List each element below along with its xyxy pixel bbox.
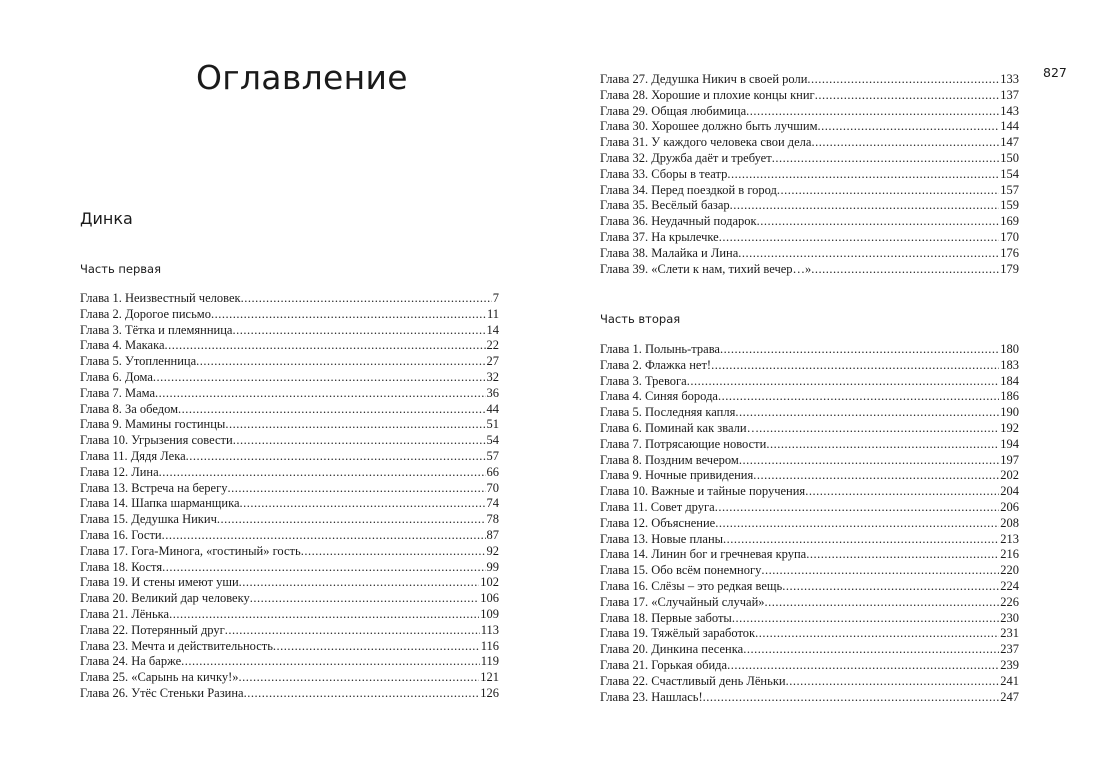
- toc-entry-page: 247: [1000, 689, 1019, 704]
- toc-entry-title: Глава 18. Костя: [80, 559, 163, 574]
- toc-entry-page: 22: [486, 338, 499, 353]
- toc-dot-leader: [165, 338, 486, 354]
- toc-entry-page: 206: [1000, 499, 1019, 514]
- toc-entry-page: 121: [480, 670, 499, 685]
- toc-entry-page: 231: [1000, 626, 1019, 641]
- toc-entry-title: Глава 24. На барже: [80, 654, 182, 669]
- toc-dot-leader: [233, 433, 486, 449]
- toc-entry-title: Глава 9. Ночные привидения: [600, 468, 754, 483]
- toc-dot-leader: [239, 670, 480, 686]
- toc-entry: [80, 386, 499, 402]
- toc-entry: [80, 465, 499, 481]
- toc-entry: [600, 246, 1019, 262]
- toc-entry-page: 27: [486, 354, 499, 369]
- toc-entry: [80, 496, 499, 512]
- toc-entry-page: 216: [1000, 547, 1019, 562]
- toc-dot-leader: [765, 595, 1000, 611]
- toc-entry-page: 70: [486, 480, 499, 495]
- toc-entry-page: 106: [480, 591, 499, 606]
- toc-entry: [600, 198, 1019, 214]
- toc-entry-title: Глава 17. Гога-Минога, «гостиный» гость: [80, 543, 301, 558]
- toc-entry-page: 184: [1000, 373, 1019, 388]
- toc-entry-page: 241: [1000, 673, 1019, 688]
- toc-entry-title: Глава 17. «Случайный случай»: [600, 594, 765, 609]
- toc-entry-title: Глава 6. Дома: [80, 369, 153, 384]
- toc-dot-leader: [239, 575, 480, 591]
- toc-dot-leader: [227, 481, 485, 497]
- toc-entry-page: 36: [486, 385, 499, 400]
- toc-entry: [600, 262, 1019, 278]
- toc-entry-page: 224: [1000, 578, 1019, 593]
- toc-entry-page: 14: [486, 322, 499, 337]
- toc-dot-leader: [715, 516, 999, 532]
- toc-entry: [600, 626, 1019, 642]
- toc-dot-leader: [169, 607, 479, 623]
- toc-entry-title: Глава 19. Тяжёлый заработок: [600, 626, 756, 641]
- toc-entry-title: Глава 1. Полынь-трава: [600, 342, 720, 356]
- toc-dot-leader: [815, 88, 1000, 104]
- toc-entry: [80, 354, 499, 370]
- toc-dot-leader: [759, 421, 999, 437]
- toc-entry-title: Глава 3. Тётка и племянница: [80, 322, 233, 337]
- toc-dot-leader: [217, 512, 486, 528]
- toc-dot-leader: [739, 453, 999, 469]
- toc-entry-title: Глава 11. Совет друга: [600, 499, 715, 514]
- toc-dot-leader: [718, 389, 999, 405]
- toc-dot-leader: [727, 658, 999, 674]
- toc-entry-page: 226: [1000, 594, 1019, 609]
- toc-entry-page: 183: [1000, 357, 1019, 372]
- toc-entry-title: Глава 7. Потрясающие новости: [600, 436, 767, 451]
- toc-entry: [600, 342, 1019, 358]
- toc-dot-leader: [723, 532, 999, 548]
- toc-dot-leader: [766, 437, 999, 453]
- toc-dot-leader: [761, 563, 999, 579]
- toc-dot-leader: [811, 262, 999, 278]
- toc-entry-page: 237: [1000, 642, 1019, 657]
- toc-dot-leader: [250, 591, 479, 607]
- toc-entry-page: 109: [480, 606, 499, 621]
- toc-entry-page: 66: [486, 464, 499, 479]
- toc-entry: [80, 654, 499, 670]
- toc-entry: [80, 639, 499, 655]
- toc-entry: [600, 484, 1019, 500]
- toc-entry: [600, 183, 1019, 199]
- toc-entry: [600, 468, 1019, 484]
- page-number: 827: [1043, 65, 1067, 80]
- toc-entry: [600, 500, 1019, 516]
- toc-dot-leader: [730, 198, 1000, 214]
- toc-dot-leader: [244, 686, 480, 702]
- toc-entry: [600, 563, 1019, 579]
- toc-entry-title: Глава 35. Весёлый базар: [600, 198, 730, 213]
- toc-entry-title: Глава 13. Новые планы: [600, 531, 724, 546]
- toc-entry-title: Глава 22. Потерянный друг: [80, 622, 225, 637]
- toc-entry-title: Глава 20. Великий дар человеку: [80, 591, 250, 606]
- toc-entry-page: 150: [1000, 150, 1019, 165]
- toc-entry-title: Глава 15. Обо всём понемногу: [600, 563, 762, 578]
- toc-entry-title: Глава 38. Малайка и Лина: [600, 245, 739, 260]
- toc-entry-title: Глава 16. Гости: [80, 527, 162, 542]
- toc-entry-page: 147: [1000, 135, 1019, 150]
- toc-entry: [600, 547, 1019, 563]
- toc-entry-page: 170: [1000, 229, 1019, 244]
- toc-entry-page: 186: [1000, 389, 1019, 404]
- toc-list-part-one-left: [80, 291, 499, 702]
- toc-dot-leader: [719, 230, 1000, 246]
- toc-entry: [80, 291, 499, 307]
- toc-dot-leader: [757, 214, 1000, 230]
- toc-entry-title: Глава 28. Хорошие и плохие концы книг: [600, 87, 815, 102]
- toc-entry-title: Глава 10. Угрызения совести: [80, 433, 233, 448]
- toc-entry-page: 176: [1000, 245, 1019, 260]
- toc-entry-title: Глава 7. Мама: [80, 385, 156, 400]
- toc-entry: [80, 402, 499, 418]
- toc-entry: [600, 437, 1019, 453]
- toc-dot-leader: [777, 183, 999, 199]
- toc-entry-page: 119: [480, 654, 499, 669]
- toc-entry-page: 51: [486, 417, 499, 432]
- toc-entry-page: 54: [486, 433, 499, 448]
- toc-dot-leader: [806, 547, 999, 563]
- toc-entry-title: Глава 32. Дружба даёт и требует: [600, 150, 772, 165]
- toc-entry-title: Глава 25. «Сарынь на кичку!»: [80, 670, 239, 685]
- toc-entry-page: 137: [1000, 87, 1019, 102]
- toc-entry-page: 230: [1000, 610, 1019, 625]
- toc-dot-leader: [178, 402, 485, 418]
- toc-entry-page: 202: [1000, 468, 1019, 483]
- page-title: Оглавление: [196, 58, 408, 97]
- toc-dot-leader: [807, 72, 999, 88]
- toc-entry-title: Глава 16. Слёзы – это редкая вещь: [600, 578, 783, 593]
- toc-entry: [600, 532, 1019, 548]
- toc-dot-leader: [155, 386, 485, 402]
- toc-entry-page: 194: [1000, 436, 1019, 451]
- toc-entry-page: 179: [1000, 261, 1019, 276]
- toc-entry: [80, 370, 499, 386]
- toc-entry-page: 116: [480, 638, 499, 653]
- toc-entry-title: Глава 29. Общая любимица: [600, 103, 747, 118]
- toc-entry: [600, 88, 1019, 104]
- toc-entry: [80, 512, 499, 528]
- toc-entry-title: Глава 8. Поздним вечером: [600, 452, 739, 467]
- toc-entry: [80, 528, 499, 544]
- toc-entry: [600, 214, 1019, 230]
- toc-entry-page: 133: [1000, 72, 1019, 86]
- toc-entry: [600, 358, 1019, 374]
- toc-entry: [80, 323, 499, 339]
- toc-dot-leader: [687, 374, 1000, 390]
- toc-entry: [80, 686, 499, 702]
- toc-entry-title: Глава 2. Дорогое письмо: [80, 306, 211, 321]
- toc-entry-title: Глава 23. Нашлась!: [600, 689, 703, 704]
- toc-entry-title: Глава 31. У каждого человека свои дела: [600, 135, 812, 150]
- toc-entry: [80, 481, 499, 497]
- toc-entry: [600, 119, 1019, 135]
- toc-dot-leader: [225, 417, 485, 433]
- toc-entry: [600, 579, 1019, 595]
- toc-entry: [80, 575, 499, 591]
- toc-entry: [600, 421, 1019, 437]
- toc-entry-title: Глава 37. На крылечке: [600, 229, 719, 244]
- toc-dot-leader: [211, 307, 486, 323]
- toc-entry-title: Глава 26. Утёс Стеньки Разина: [80, 685, 244, 700]
- toc-dot-leader: [732, 611, 999, 627]
- toc-entry-title: Глава 19. И стены имеют уши: [80, 575, 239, 590]
- toc-entry: [600, 405, 1019, 421]
- toc-dot-leader: [727, 167, 999, 183]
- toc-entry-title: Глава 11. Дядя Лека: [80, 448, 186, 463]
- toc-entry-title: Глава 3. Тревога: [600, 373, 687, 388]
- toc-entry-page: 126: [480, 685, 499, 700]
- toc-entry-page: 99: [486, 559, 499, 574]
- toc-entry-title: Глава 2. Флажка нет!: [600, 357, 712, 372]
- toc-dot-leader: [181, 654, 480, 670]
- toc-dot-leader: [772, 151, 1000, 167]
- toc-entry: [600, 658, 1019, 674]
- toc-dot-leader: [225, 623, 480, 639]
- toc-entry-page: 7: [492, 291, 499, 305]
- toc-dot-leader: [162, 560, 485, 576]
- toc-entry: [600, 595, 1019, 611]
- part-one-heading: Часть первая: [80, 262, 162, 276]
- toc-dot-leader: [746, 104, 999, 120]
- toc-entry: [80, 623, 499, 639]
- toc-list-part-one-right: [600, 72, 1019, 277]
- toc-list-part-two: [600, 342, 1019, 705]
- toc-dot-leader: [743, 642, 999, 658]
- toc-entry-page: 190: [1000, 405, 1019, 420]
- toc-entry-page: 213: [1000, 531, 1019, 546]
- toc-entry-page: 208: [1000, 515, 1019, 530]
- toc-entry-title: Глава 15. Дедушка Никич: [80, 512, 217, 527]
- toc-entry-title: Глава 14. Линин бог и гречневая крупа: [600, 547, 807, 562]
- toc-entry: [80, 607, 499, 623]
- toc-entry: [80, 560, 499, 576]
- toc-entry-page: 57: [486, 448, 499, 463]
- toc-entry-title: Глава 5. Последняя капля: [600, 405, 736, 420]
- toc-entry: [600, 135, 1019, 151]
- toc-entry: [600, 151, 1019, 167]
- toc-entry-title: Глава 4. Макака: [80, 338, 165, 353]
- toc-entry-title: Глава 23. Мечта и действительность: [80, 638, 273, 653]
- toc-entry-title: Глава 27. Дедушка Никич в своей роли: [600, 72, 808, 86]
- toc-dot-leader: [753, 468, 999, 484]
- toc-entry-page: 74: [486, 496, 499, 511]
- toc-entry: [600, 453, 1019, 469]
- toc-entry-page: 169: [1000, 214, 1019, 229]
- book-title: Динка: [80, 209, 133, 228]
- toc-entry: [80, 338, 499, 354]
- toc-dot-leader: [811, 135, 999, 151]
- toc-entry: [600, 230, 1019, 246]
- toc-entry-title: Глава 21. Лёнька: [80, 606, 170, 621]
- toc-entry-page: 180: [1000, 342, 1019, 356]
- toc-dot-leader: [711, 358, 999, 374]
- toc-dot-leader: [755, 626, 999, 642]
- toc-entry-title: Глава 12. Объяснение: [600, 515, 716, 530]
- toc-entry-title: Глава 1. Неизвестный человек: [80, 291, 241, 305]
- toc-entry: [600, 611, 1019, 627]
- toc-dot-leader: [196, 354, 485, 370]
- toc-entry: [80, 670, 499, 686]
- toc-entry-title: Глава 21. Горькая обида: [600, 657, 728, 672]
- toc-dot-leader: [720, 342, 999, 358]
- toc-entry: [600, 374, 1019, 390]
- toc-dot-leader: [805, 484, 999, 500]
- toc-dot-leader: [786, 674, 1000, 690]
- toc-entry: [80, 433, 499, 449]
- toc-entry-page: 113: [480, 622, 499, 637]
- toc-dot-leader: [186, 449, 486, 465]
- toc-dot-leader: [715, 500, 1000, 516]
- toc-entry: [600, 516, 1019, 532]
- toc-entry: [80, 544, 499, 560]
- toc-entry-page: 44: [486, 401, 499, 416]
- toc-dot-leader: [153, 370, 486, 386]
- toc-entry-page: 154: [1000, 166, 1019, 181]
- toc-dot-leader: [703, 690, 1000, 706]
- toc-entry-page: 102: [480, 575, 499, 590]
- toc-entry-page: 32: [486, 369, 499, 384]
- toc-entry-page: 197: [1000, 452, 1019, 467]
- toc-entry-title: Глава 12. Лина: [80, 464, 159, 479]
- toc-entry-title: Глава 22. Счастливый день Лёньки: [600, 673, 786, 688]
- toc-entry-title: Глава 30. Хорошее должно быть лучшим: [600, 119, 818, 134]
- toc-entry-title: Глава 18. Первые заботы: [600, 610, 732, 625]
- toc-entry-page: 11: [486, 306, 499, 321]
- toc-entry-title: Глава 20. Динкина песенка: [600, 642, 744, 657]
- toc-entry-page: 143: [1000, 103, 1019, 118]
- toc-entry-page: 78: [486, 512, 499, 527]
- part-two-heading: Часть вторая: [600, 312, 681, 326]
- toc-dot-leader: [735, 405, 999, 421]
- toc-entry: [600, 642, 1019, 658]
- toc-entry: [600, 104, 1019, 120]
- toc-dot-leader: [162, 528, 486, 544]
- toc-entry-title: Глава 13. Встреча на берегу: [80, 480, 228, 495]
- toc-dot-leader: [159, 465, 486, 481]
- toc-entry-title: Глава 34. Перед поездкой в город: [600, 182, 777, 197]
- toc-entry-title: Глава 36. Неудачный подарок: [600, 214, 757, 229]
- toc-entry-page: 157: [1000, 182, 1019, 197]
- toc-dot-leader: [738, 246, 999, 262]
- toc-entry-page: 87: [486, 527, 499, 542]
- toc-entry: [600, 674, 1019, 690]
- toc-entry-title: Глава 5. Утопленница: [80, 354, 197, 369]
- toc-entry: [80, 417, 499, 433]
- toc-entry-page: 144: [1000, 119, 1019, 134]
- toc-entry-title: Глава 10. Важные и тайные поручения: [600, 484, 806, 499]
- toc-entry-title: Глава 6. Поминай как звали…: [600, 420, 760, 435]
- toc-entry-title: Глава 4. Синяя борода: [600, 389, 718, 404]
- toc-entry-page: 192: [1000, 420, 1019, 435]
- toc-dot-leader: [301, 544, 486, 560]
- toc-dot-leader: [782, 579, 999, 595]
- toc-dot-leader: [273, 639, 480, 655]
- toc-dot-leader: [240, 496, 486, 512]
- toc-entry-title: Глава 8. За обедом: [80, 401, 179, 416]
- toc-entry-page: 220: [1000, 563, 1019, 578]
- toc-entry: [600, 72, 1019, 88]
- toc-entry-page: 239: [1000, 657, 1019, 672]
- toc-dot-leader: [818, 119, 1000, 135]
- toc-entry: [80, 307, 499, 323]
- toc-entry-page: 92: [486, 543, 499, 558]
- toc-entry-title: Глава 9. Мамины гостинцы: [80, 417, 226, 432]
- toc-entry-title: Глава 33. Сборы в театр: [600, 166, 728, 181]
- toc-entry-title: Глава 14. Шапка шарманщика: [80, 496, 240, 511]
- toc-entry: [600, 167, 1019, 183]
- toc-entry: [600, 389, 1019, 405]
- toc-entry: [600, 690, 1019, 706]
- toc-dot-leader: [232, 323, 485, 339]
- toc-entry-title: Глава 39. «Слети к нам, тихий вечер…»: [600, 261, 812, 276]
- toc-entry: [80, 591, 499, 607]
- toc-entry: [80, 449, 499, 465]
- toc-entry-page: 204: [1000, 484, 1019, 499]
- toc-dot-leader: [241, 291, 492, 307]
- toc-entry-page: 159: [1000, 198, 1019, 213]
